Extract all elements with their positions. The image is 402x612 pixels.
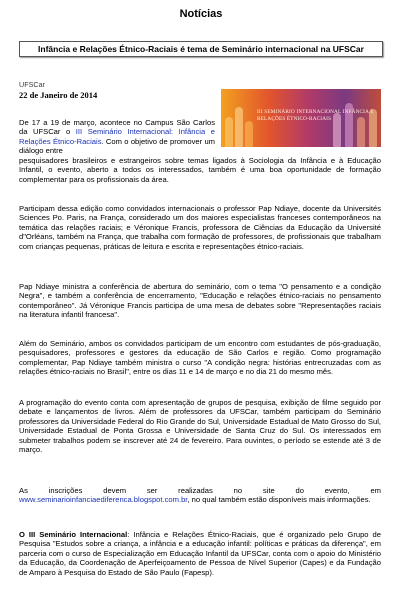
paragraph-2: Participam dessa edição como convidados internacionais o professor Pap Ndiaye, docente da Universités Sciences Po. Paris, na França, considerado um dos maiores especialistas franceses contemporâneos na temática das relações raciais; e Véronique Francis, professora de Ciências da Educação da Université d"Orléans, também na França, que trabalha com formação de professores, de profissionais que trabalham com crianças pequenas, práticas de leitura e escrita e representações étnico-raciais. (19, 204, 381, 251)
banner-text: III SEMINÁRIO INTERNACIONAL INFÂNCIA E RELAÇÕES ÉTNICO-RACIAIS (257, 109, 374, 122)
page-title: Notícias (179, 8, 223, 20)
paragraph-1 (19, 118, 215, 156)
paragraph-6-text-end: , no qual também estão disponíveis mais informações. (187, 495, 371, 505)
paragraph-1-text-end: . Com o objetivo de promover um diálogo entre (19, 136, 215, 156)
seminar-link[interactable]: III Seminário Internacional: Infância e Relações Étnico-Raciais (19, 127, 215, 146)
paragraph-1-continued: pesquisadores brasileiros e estrangeiros sobre temas ligados à Sociologia da Infância e à Educação Infantil, o evento, aberto a todos os interessados, também é uma boa oportunidade de formação complementar para os profissionais da área. (19, 156, 381, 184)
event-site-link[interactable]: www.seminarioinfanciaediferenca.blogspot.com.br (19, 495, 188, 505)
paragraph-7 (19, 530, 381, 577)
seminar-banner-image (221, 89, 381, 147)
paragraph-6 (19, 486, 381, 505)
paragraph-7-bold: O III Seminário Internacional (19, 530, 128, 539)
paragraph-6-text: As inscrições devem ser realizadas no site do evento, em (19, 486, 381, 495)
paragraph-1-text: De 17 a 19 de março, acontece no Campus São Carlos da UFSCar o (19, 118, 215, 137)
paragraph-5: A programação do evento conta com apresentação de grupos de pesquisa, exibição de filme seguido por debate e lançamentos de livros. Além de professores da UFSCar, também participam do Seminário professores da Universidade Federal do Rio Grande do Sul, Universidade Estadual de Mato Grosso do Sul, Universidade Estadual de Ponta Grossa e Universidade de Santa Cruz do Sul. Os interessados em submeter trabalhos podem se inscrever até 24 de fevereiro. Para ouvintes, o período se estende até 3 de março. (19, 398, 381, 455)
article-source: UFSCar (19, 80, 45, 89)
article-date: 22 de Janeiro de 2014 (19, 90, 98, 100)
paragraph-7-text: : Infância e Relações Étnico-Raciais, que é organizado pelo Grupo de Pesquisa "Estudos sobre a criança, a infância e a educação infantil: políticas e práticas da diferença", em parceria com o curso de Especialização em Educação Infantil da UFSCar, conta com o apoio do Ministério da Educação, da Coordenação de Aperfeiçoamento de Pessoa de Nível Superior (Capes) e da Fundação de Amparo à Pesquisa do Estado de São Paulo (Fapesp). (19, 530, 381, 577)
paragraph-4: Além do Seminário, ambos os convidados participam de um encontro com estudantes de pós-graduação, pesquisadores, professores e gestores da educação de São Carlos e região. Como programação complementar, Pap Ndiaye também ministra o curso "A condição negra: histórias entrecruzadas com as relações étnico-raciais no Brasil", entre os dias 11 e 14 de março e no dia 21 do mesmo mês. (19, 339, 381, 377)
paragraph-3: Pap Ndiaye ministra a conferência de abertura do seminário, com o tema "O pensamento e a condição Negra", e também a conferência de encerramento, "Educação e relações étnico-raciais no pensamento contemporâneo". Já Véronique Francis participa de uma mesa de debates sobre "Representações raciais na literatura infantil francesa". (19, 282, 381, 320)
article-headline: Infância e Relações Étnico-Raciais é tema de Seminário internacional na UFSCar (19, 41, 383, 57)
